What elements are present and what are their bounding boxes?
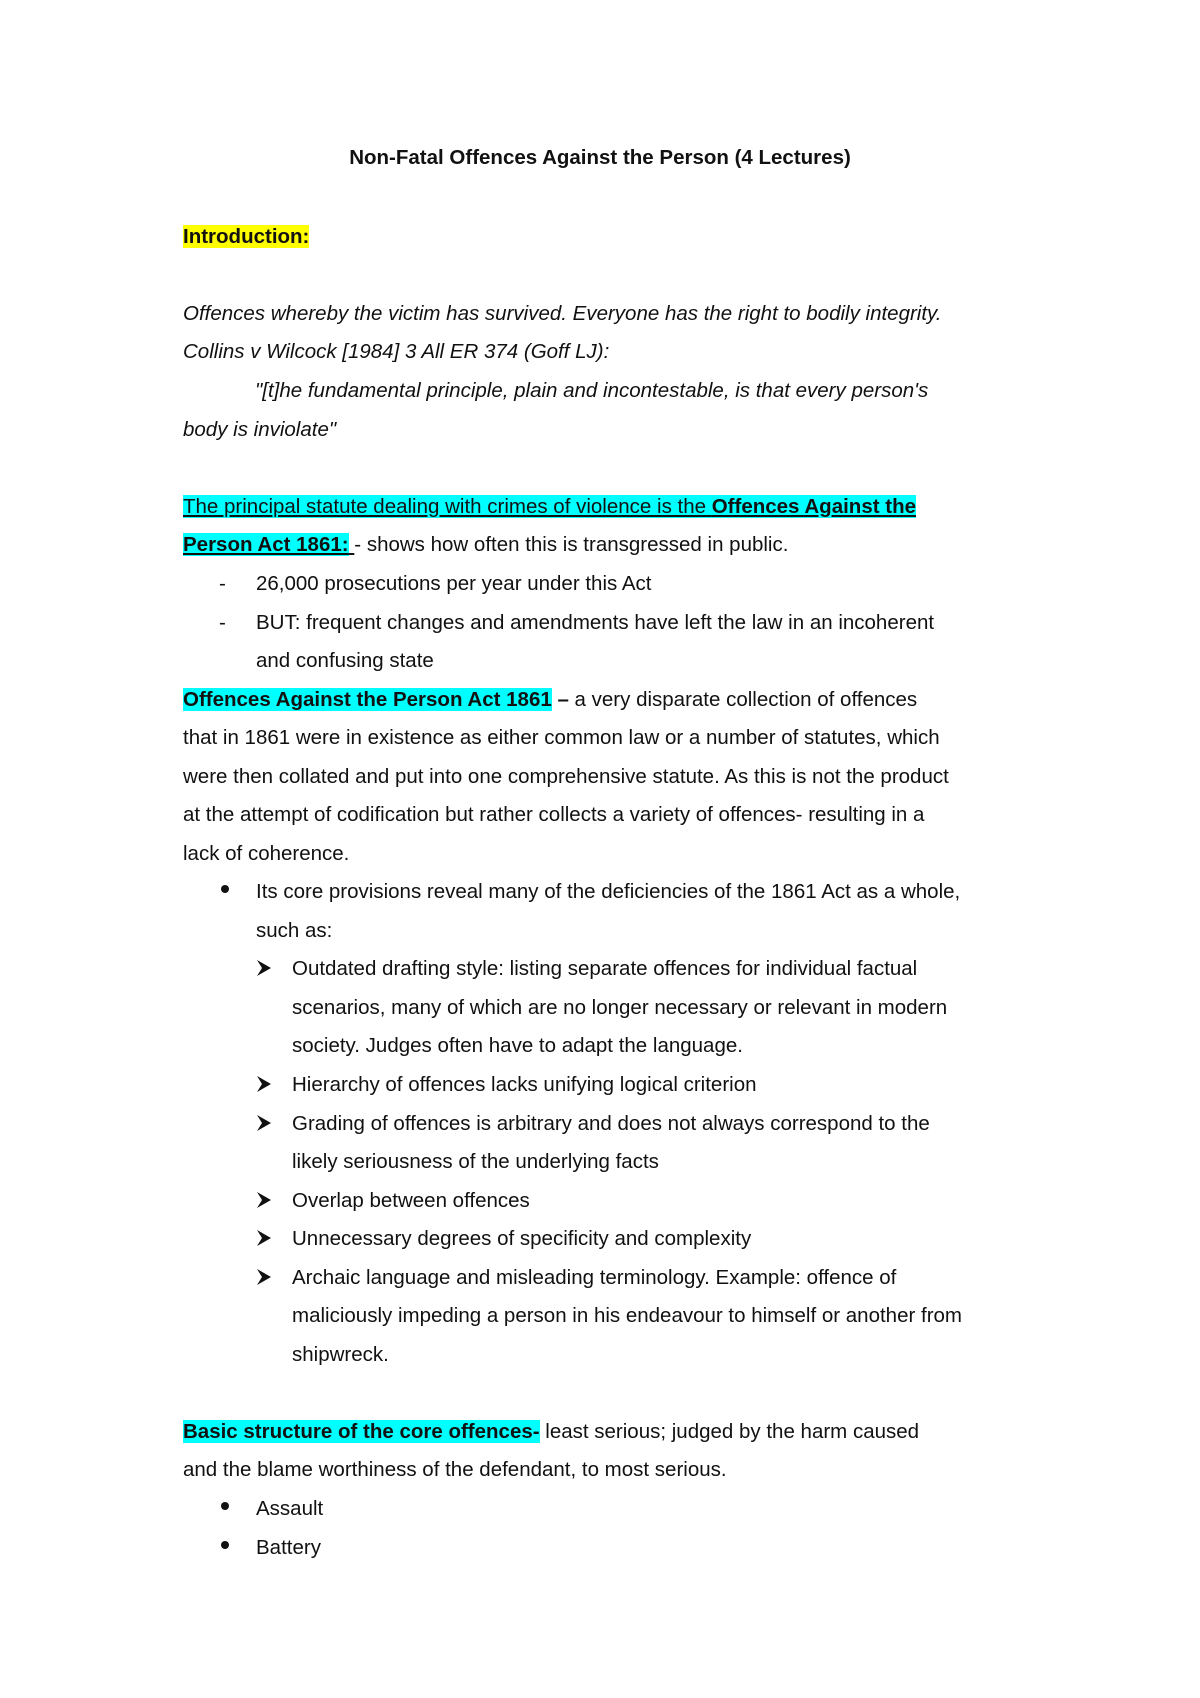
sub-item-3-line-1: Grading of offences is arbitrary and does not always correspond to the — [292, 1112, 930, 1135]
structure-line-1 — [183, 1420, 919, 1444]
structure-heading: Basic structure of the core offences- — [183, 1420, 540, 1443]
sub-item-3-line-2: likely seriousness of the underlying facts — [292, 1150, 659, 1173]
oapa-bullet-line-1: Its core provisions reveal many of the deficiencies of the 1861 Act as a whole, — [256, 880, 961, 903]
arrow-bullet-icon — [256, 1268, 272, 1286]
intro-heading — [183, 225, 309, 249]
statute-name-part2: Person Act 1861: — [183, 533, 349, 556]
structure-bullet-1: Assault — [256, 1497, 324, 1520]
structure-text-1: least serious; judged by the harm caused — [539, 1420, 920, 1443]
oapa-line-3: were then collated and put into one comprehensive statute. As this is not the product — [183, 765, 949, 788]
document-title: Non-Fatal Offences Against the Person (4 Lectures) — [349, 146, 851, 169]
intro-line-1: Offences whereby the victim has survived. Everyone has the right to bodily integrity. — [183, 302, 942, 325]
arrow-bullet-icon — [256, 1114, 272, 1132]
statute-lead: The principal statute dealing with crimes of violence is the — [183, 495, 712, 518]
oapa-line-1 — [183, 688, 917, 712]
bullet-dot-icon — [221, 1541, 229, 1549]
intro-quote-2: body is inviolate" — [183, 418, 337, 441]
sub-item-5-line-1: Unnecessary degrees of specificity and complexity — [292, 1227, 752, 1250]
sub-item-2-line-1: Hierarchy of offences lacks unifying logical criterion — [292, 1073, 757, 1096]
intro-heading-text: Introduction: — [183, 225, 310, 248]
statute-line-2 — [183, 533, 788, 557]
structure-line-2: and the blame worthiness of the defendant, to most serious. — [183, 1458, 727, 1481]
sub-item-1-line-1: Outdated drafting style: listing separate offences for individual factual — [292, 957, 918, 980]
sub-item-6-line-1: Archaic language and misleading terminology. Example: offence of — [292, 1266, 897, 1289]
arrow-bullet-icon — [256, 1191, 272, 1209]
sub-item-6-line-3: shipwreck. — [292, 1343, 389, 1366]
bullet-dot-icon — [221, 1502, 229, 1510]
dash-item-1-line-1: 26,000 prosecutions per year under this Act — [256, 572, 652, 595]
bullet-dot-icon — [221, 885, 229, 893]
arrow-bullet-icon — [256, 1229, 272, 1247]
dash-item-2-line-1: BUT: frequent changes and amendments have left the law in an incoherent — [256, 611, 935, 634]
intro-quote-1: "[t]he fundamental principle, plain and incontestable, is that every person's — [255, 379, 929, 402]
dash-marker: - — [219, 572, 226, 595]
sub-item-4-line-1: Overlap between offences — [292, 1189, 530, 1212]
sub-item-1-line-3: society. Judges often have to adapt the language. — [292, 1034, 743, 1057]
structure-bullet-2: Battery — [256, 1536, 321, 1559]
arrow-bullet-icon — [256, 1075, 272, 1093]
oapa-dash: – — [551, 688, 569, 711]
oapa-name: Offences Against the Person Act 1861 — [183, 688, 552, 711]
oapa-line-2: that in 1861 were in existence as either common law or a number of statutes, which — [183, 726, 940, 749]
dash-marker: - — [219, 611, 226, 634]
statute-rest: - shows how often this is transgressed in public. — [354, 533, 789, 556]
sub-item-6-line-2: maliciously impeding a person in his endeavour to himself or another from — [292, 1304, 963, 1327]
oapa-line-5: lack of coherence. — [183, 842, 350, 865]
statute-line-1 — [183, 495, 916, 519]
arrow-bullet-icon — [256, 959, 272, 977]
oapa-text-1: a very disparate collection of offences — [568, 688, 918, 711]
statute-name-part1: Offences Against the — [711, 495, 916, 518]
sub-item-1-line-2: scenarios, many of which are no longer necessary or relevant in modern — [292, 996, 948, 1019]
oapa-line-4: at the attempt of codification but rather collects a variety of offences- resulting in a — [183, 803, 925, 826]
oapa-bullet-line-2: such as: — [256, 919, 333, 942]
intro-line-2: Collins v Wilcock [1984] 3 All ER 374 (Goff LJ): — [183, 340, 610, 363]
dash-item-2-line-2: and confusing state — [256, 649, 434, 672]
